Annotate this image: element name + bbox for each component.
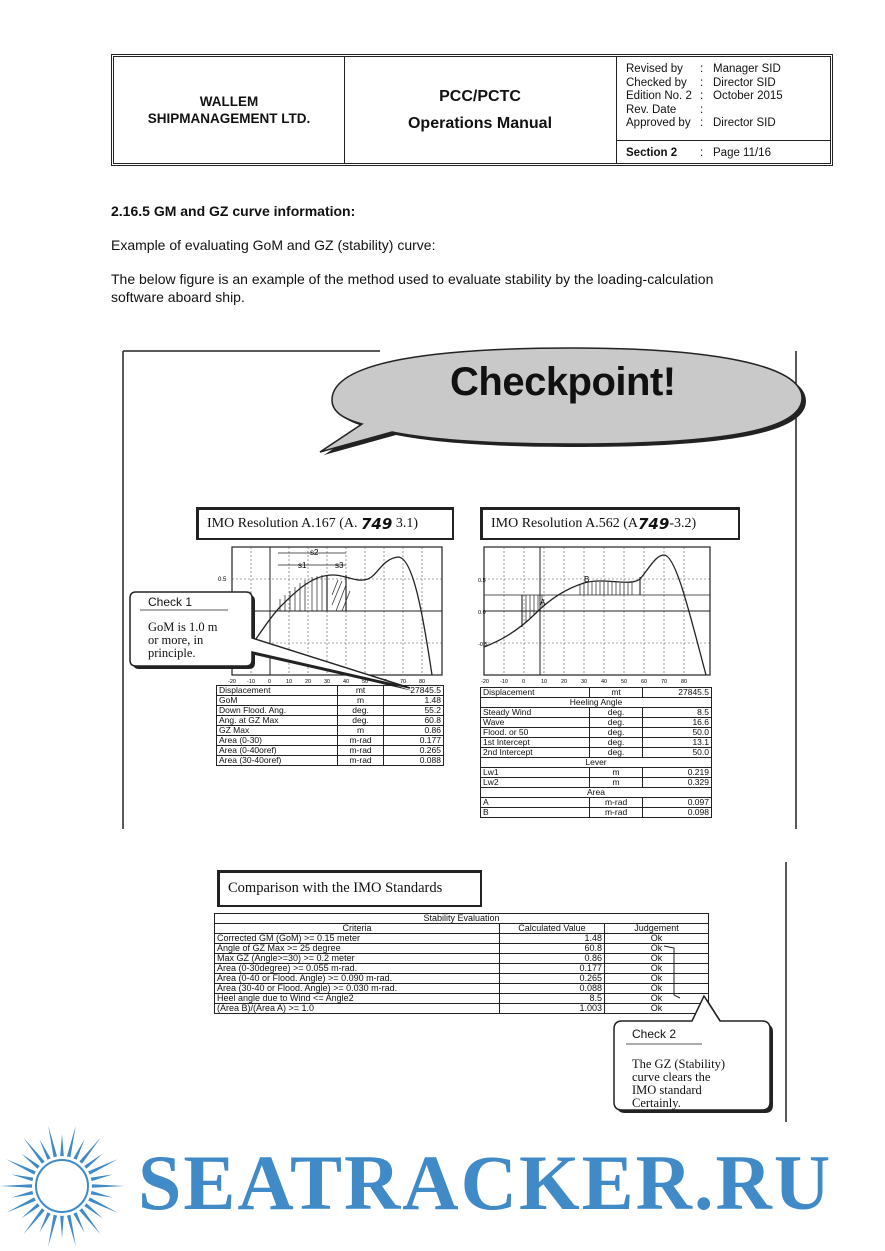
table-cell: Corrected GM (GoM) >= 0.15 meter — [215, 934, 500, 944]
table-row — [481, 718, 712, 728]
table-cell: 60.8 — [383, 716, 443, 726]
table-cell: deg. — [590, 728, 643, 738]
sun-ray — [0, 1184, 32, 1188]
table-cell: m-rad — [338, 736, 384, 746]
sun-ray — [73, 1212, 84, 1233]
table-cell: Ang. at GZ Max — [217, 716, 338, 726]
s3-label: s3 — [335, 561, 344, 570]
table-cell: 16.6 — [642, 718, 711, 728]
table-cell: 0.265 — [383, 746, 443, 756]
table-cell: GZ Max — [217, 726, 338, 736]
table-cell: m — [338, 726, 384, 736]
table-cell: deg. — [590, 708, 643, 718]
table-cell: Lw2 — [481, 778, 590, 788]
table-cell: 0.098 — [642, 808, 711, 818]
table-cell: Ok — [605, 984, 709, 994]
table-cell: m — [338, 696, 384, 706]
table-cell: 1.003 — [500, 1004, 605, 1014]
table-cell: Ok — [605, 934, 709, 944]
check1-line2: or more, in — [148, 633, 204, 647]
sun-ray — [73, 1139, 84, 1160]
table-cell: Displacement — [481, 688, 590, 698]
table-row — [481, 788, 712, 798]
table-cell: 0.177 — [383, 736, 443, 746]
table-cell: A — [481, 798, 590, 808]
table-cell: 60.8 — [500, 944, 605, 954]
table-cell: 0.088 — [383, 756, 443, 766]
table-cell: 55.2 — [383, 706, 443, 716]
description-line1: The below figure is an example of the method used to evaluate stability by the loading-calculation — [111, 271, 714, 287]
table-cell: 0.86 — [500, 954, 605, 964]
table-row — [215, 944, 709, 954]
meta-key: Approved by — [626, 117, 691, 130]
sun-ray — [48, 1215, 57, 1247]
meta-key: Checked by — [626, 76, 687, 89]
table-cell: B — [481, 808, 590, 818]
check1-line1: GoM is 1.0 m — [148, 620, 218, 634]
table-row — [217, 696, 444, 706]
check1-line3: principle. — [148, 646, 196, 660]
table-cell: Stability Evaluation — [215, 914, 709, 924]
table-row — [481, 748, 712, 758]
sun-ray — [60, 1134, 64, 1156]
table-row — [481, 688, 712, 698]
table-cell: Steady Wind — [481, 708, 590, 718]
check2-line3: IMO standard — [632, 1083, 702, 1097]
table-row — [215, 914, 709, 924]
meta-key: Revised by — [626, 63, 683, 75]
table-cell: deg. — [338, 706, 384, 716]
left-title-tail: 3.1) — [395, 515, 418, 531]
sun-ray — [67, 1126, 76, 1158]
x-tick-label: 40 — [601, 679, 608, 685]
revision-cell: Revised by : Manager SID Checked by : Director SID Edition No. 2 : October 2015 Rev. Date : Approved by : Director SID Section 2 : Page 11/16 — [617, 57, 830, 163]
table-row — [481, 778, 712, 788]
sun-logo-icon — [0, 1122, 140, 1250]
judgement-bracket — [660, 940, 720, 1010]
table-cell: m-rad — [338, 756, 384, 766]
x-tick-label: 80 — [681, 679, 688, 685]
x-tick-label: 20 — [561, 679, 568, 685]
table-cell: m-rad — [338, 746, 384, 756]
table-cell: deg. — [590, 748, 643, 758]
right-title-tail: -3.2) — [669, 515, 697, 531]
sun-ray — [92, 1184, 124, 1188]
table-cell: 50.0 — [642, 728, 711, 738]
table-cell: Criteria — [215, 924, 500, 934]
check2-title: Check 2 — [632, 1027, 677, 1041]
x-tick-label: -10 — [500, 679, 508, 685]
table-cell: Wave — [481, 718, 590, 728]
x-tick-label: 50 — [621, 679, 628, 685]
sun-ray — [11, 1174, 33, 1181]
x-tick-label: 70 — [400, 679, 407, 685]
table-cell: 0.177 — [500, 964, 605, 974]
table-cell: Calculated Value — [500, 924, 605, 934]
x-tick-label: 30 — [324, 679, 331, 685]
check2-line1: The GZ (Stability) — [632, 1057, 726, 1071]
meta-key: Edition No. 2 — [626, 90, 692, 103]
section-heading: 2.16.5 GM and GZ curve information: — [111, 203, 356, 219]
table-cell: deg. — [590, 738, 643, 748]
table-row — [215, 954, 709, 964]
left-title-text: IMO Resolution A.167 (A. — [207, 515, 358, 531]
meta-value: October 2015 — [713, 90, 783, 103]
right-title-text: IMO Resolution A.562 (A — [491, 515, 638, 531]
table-cell: Lw1 — [481, 768, 590, 778]
table-cell: 1st Intercept — [481, 738, 590, 748]
sun-ray — [91, 1174, 113, 1181]
table-cell: Displacement — [217, 686, 338, 696]
check1-title: Check 1 — [148, 595, 193, 609]
table-cell: Ok — [605, 954, 709, 964]
page-label: Page 11/16 — [713, 146, 771, 159]
table-cell: 0.088 — [500, 984, 605, 994]
y-tick-label: -0.5 — [478, 642, 488, 648]
sun-ray — [67, 1215, 76, 1247]
table-cell: Area — [481, 788, 712, 798]
table-row — [217, 736, 444, 746]
x-tick-label: 10 — [286, 679, 293, 685]
table-cell: Ok — [605, 944, 709, 954]
x-tick-label: 40 — [343, 679, 350, 685]
table-cell: 0.097 — [642, 798, 711, 808]
y-tick-label: 0.5 — [218, 577, 227, 583]
table-cell: m-rad — [590, 798, 643, 808]
table-cell: Area (30-40 or Flood. Angle) >= 0.030 m-rad. — [215, 984, 500, 994]
table-cell: 27845.5 — [383, 686, 443, 696]
table-cell: m — [590, 768, 643, 778]
x-tick-label: -10 — [247, 679, 255, 685]
sun-ray — [48, 1126, 57, 1158]
section-label: Section 2 — [626, 146, 678, 159]
table-cell: Area (0-30) — [217, 736, 338, 746]
table-cell: mt — [590, 688, 643, 698]
table-row — [215, 934, 709, 944]
table-cell: Heeling Angle — [481, 698, 712, 708]
x-tick-label: 60 — [641, 679, 648, 685]
table-cell: Max GZ (Angle>=30) >= 0.2 meter — [215, 954, 500, 964]
company-line1: WALLEM — [199, 94, 259, 109]
x-tick-label: 20 — [305, 679, 312, 685]
table-row — [215, 974, 709, 984]
table-cell: Area (0-30degree) >= 0.055 m-rad. — [215, 964, 500, 974]
table-cell: Lever — [481, 758, 712, 768]
table-cell: Flood. or 50 — [481, 728, 590, 738]
table-row — [217, 706, 444, 716]
y-tick-label: 0.0 — [478, 610, 486, 616]
table-cell: Area (0-40oref) — [217, 746, 338, 756]
right-title-handwritten: 749 — [638, 514, 670, 533]
checkpoint-text: Checkpoint! — [450, 360, 676, 404]
s2-label: s2 — [310, 548, 319, 557]
table-cell: 0.329 — [642, 778, 711, 788]
sun-ray — [23, 1138, 44, 1164]
table-row — [217, 716, 444, 726]
x-tick-label: 0 — [268, 679, 272, 685]
right-resolution-title — [480, 507, 740, 540]
table-cell: Area (30-40oref) — [217, 756, 338, 766]
meta-value: Director SID — [713, 76, 776, 89]
table-row — [481, 758, 712, 768]
table-cell: Heel angle due to Wind <= Angle2 — [215, 994, 500, 1004]
table-cell: Ok — [605, 974, 709, 984]
intro-paragraph: Example of evaluating GoM and GZ (stability) curve: — [111, 237, 436, 253]
table-cell: Judgement — [605, 924, 709, 934]
table-row — [217, 746, 444, 756]
table-cell: Ok — [605, 1004, 709, 1014]
table-cell: GoM — [217, 696, 338, 706]
table-cell: 1.48 — [500, 934, 605, 944]
x-tick-label: -20 — [228, 679, 236, 685]
sun-ray — [23, 1208, 44, 1234]
comparison-title: Comparison with the IMO Standards — [217, 870, 482, 907]
x-tick-label: 10 — [541, 679, 548, 685]
x-tick-label: 0 — [522, 679, 526, 685]
title-line1: PCC/PCTC — [439, 88, 521, 105]
x-tick-label: 50 — [362, 679, 369, 685]
left-title-handwritten: 749 — [361, 514, 393, 533]
sun-ray — [39, 1212, 50, 1233]
table-cell: mt — [338, 686, 384, 696]
check2-line4: Certainly. — [632, 1096, 681, 1110]
table-cell: 1.48 — [383, 696, 443, 706]
table-cell: (Area B)/(Area A) >= 1.0 — [215, 1004, 500, 1014]
table-row — [481, 738, 712, 748]
table-row — [217, 756, 444, 766]
table-cell: deg. — [338, 716, 384, 726]
check2-line2: curve clears the — [632, 1070, 711, 1084]
title-line2: Operations Manual — [407, 115, 553, 132]
table-cell: Down Flood. Ang. — [217, 706, 338, 716]
x-tick-label: -20 — [481, 679, 489, 685]
area-b-label: B — [584, 575, 590, 584]
table-row — [481, 728, 712, 738]
sun-ray — [79, 1138, 100, 1164]
x-tick-label: 80 — [419, 679, 426, 685]
sun-ray — [11, 1191, 33, 1198]
table-row — [217, 686, 444, 696]
area-a-label: A — [540, 598, 546, 607]
table-cell: Angle of GZ Max >= 25 degree — [215, 944, 500, 954]
left-resolution-title — [196, 507, 454, 540]
x-tick-label: 70 — [661, 679, 668, 685]
right-gz-chart — [480, 545, 712, 685]
y-tick-label: 0.5 — [478, 578, 486, 584]
meta-value: Director SID — [713, 117, 776, 130]
table-cell: m — [590, 778, 643, 788]
s1-label: s1 — [298, 561, 307, 570]
watermark-text: SEATRACKER.RU — [138, 1139, 833, 1226]
table-cell: 8.5 — [642, 708, 711, 718]
table-cell: 0.219 — [642, 768, 711, 778]
table-row — [481, 698, 712, 708]
meta-value: Manager SID — [713, 63, 781, 75]
table-row — [215, 924, 709, 934]
sun-ray — [91, 1191, 113, 1198]
x-tick-label: 30 — [581, 679, 588, 685]
table-row — [481, 808, 712, 818]
meta-key: Rev. Date — [626, 103, 677, 116]
table-cell: 0.265 — [500, 974, 605, 984]
sun-ray — [39, 1139, 50, 1160]
table-cell: Ok — [605, 994, 709, 1004]
description-line2: software aboard ship. — [111, 289, 245, 305]
table-row — [481, 708, 712, 718]
table-cell: 27845.5 — [642, 688, 711, 698]
table-row — [481, 768, 712, 778]
table-cell: 50.0 — [642, 748, 711, 758]
table-cell: 13.1 — [642, 738, 711, 748]
right-stability-table — [480, 687, 712, 818]
table-cell: 8.5 — [500, 994, 605, 1004]
table-row — [215, 964, 709, 974]
company-line2: SHIPMANAGEMENT LTD. — [147, 111, 311, 126]
table-cell: deg. — [590, 718, 643, 728]
left-stability-table — [216, 685, 444, 766]
sun-ray — [79, 1208, 100, 1234]
table-cell: m-rad — [590, 808, 643, 818]
table-cell: 2nd Intercept — [481, 748, 590, 758]
table-cell: Area (0-40 or Flood. Angle) >= 0.090 m-rad. — [215, 974, 500, 984]
table-row — [481, 798, 712, 808]
table-cell: Ok — [605, 964, 709, 974]
table-row — [217, 726, 444, 736]
sun-ray — [60, 1216, 64, 1238]
table-cell: 0.86 — [383, 726, 443, 736]
